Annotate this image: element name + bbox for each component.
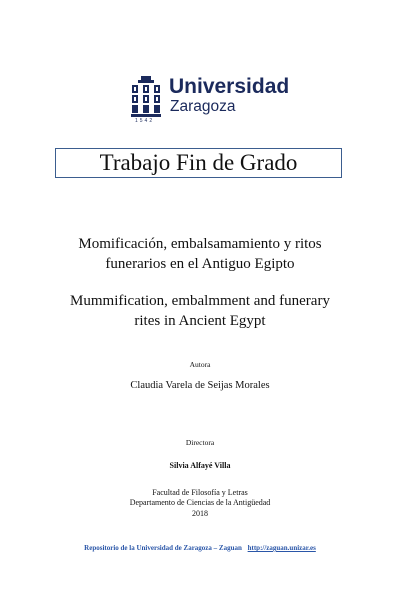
director-label: Directora [185, 438, 215, 447]
author-label: Autora [189, 360, 211, 369]
document-type-box [55, 148, 342, 178]
document-type-title: Trabajo Fin de Grado [99, 150, 298, 175]
logo-year: 1542 [135, 118, 155, 124]
university-logo [131, 74, 290, 128]
title-spanish-line-1: Momificación, embalsamamiento y ritos [78, 236, 322, 252]
logo-city-name: Zaragoza [170, 98, 236, 115]
repository-label: Repositorio de la Universidad de Zaragoza – Zaguan [84, 544, 242, 552]
document-year: 2018 [192, 509, 208, 518]
university-crest-icon [131, 76, 161, 118]
director-name: Silvia Alfayé Villa [169, 461, 231, 470]
logo-university-name: Universidad [169, 75, 290, 98]
department-name: Departamento de Ciencias de la Antigüedad [129, 498, 271, 507]
title-english [40, 291, 360, 331]
faculty-name: Facultad de Filosofía y Letras [152, 488, 248, 497]
title-english-line-1: Mummification, embalmment and funerary [70, 293, 330, 309]
repository-footer [40, 543, 360, 553]
title-english-line-2: rites in Ancient Egypt [134, 313, 266, 329]
author-name: Claudia Varela de Seijas Morales [130, 380, 270, 391]
repository-link[interactable]: http://zaguan.unizar.es [247, 544, 316, 552]
title-spanish-line-2: funerarios en el Antiguo Egipto [105, 256, 295, 272]
title-spanish [40, 234, 360, 274]
